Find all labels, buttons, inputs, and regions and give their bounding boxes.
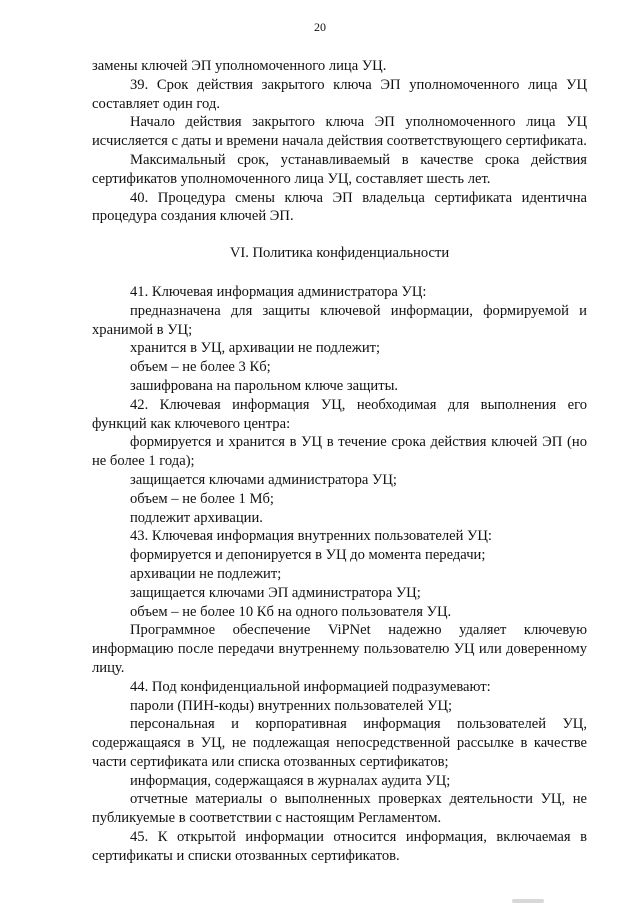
list-item: объем – не более 10 Кб на одного пользователя УЦ.: [130, 603, 452, 620]
paragraph-continuation: замены ключей ЭП уполномоченного лица УЦ.: [92, 58, 387, 74]
scan-artifact: [512, 899, 544, 903]
list-item: зашифрована на парольном ключе защиты.: [130, 377, 399, 394]
paragraph-key-start: Начало действия закрытого ключа ЭП уполномоченного лица УЦ исчисляется с даты и времени начала действия соответствующего сертификата.: [92, 114, 587, 150]
paragraph-40: 40. Процедура смены ключа ЭП владельца сертификата идентична процедура создания ключей ЭП.: [92, 189, 587, 225]
list-item: архивации не подлежит;: [130, 565, 282, 582]
list-item: отчетные материалы о выполненных проверках деятельности УЦ, не публикуемые в соответствии с настоящим Регламентом.: [92, 791, 587, 827]
list-item: объем – не более 1 Мб;: [130, 490, 274, 507]
list-item: формируется и хранится в УЦ в течение срока действия ключей ЭП (но не более 1 года);: [92, 434, 587, 470]
paragraph-44: 44. Под конфиденциальной информацией подразумевают:: [130, 678, 491, 695]
list-item: информация, содержащаяся в журналах аудита УЦ;: [130, 772, 451, 789]
list-item: подлежит архивации.: [130, 509, 263, 526]
paragraph-39: 39. Срок действия закрытого ключа ЭП уполномоченного лица УЦ составляет один год.: [92, 76, 587, 112]
paragraph-41: 41. Ключевая информация администратора УЦ:: [130, 283, 427, 300]
document-body: [92, 57, 587, 866]
paragraph-max-term: Максимальный срок, устанавливаемый в качестве срока действия сертификатов уполномоченного лица УЦ, составляет шесть лет.: [92, 151, 587, 187]
paragraph-vipnet: Программное обеспечение ViPNet надежно удаляет ключевую информацию после передачи внутреннему пользователю УЦ или доверенному лицу.: [92, 622, 587, 676]
list-item: формируется и депонируется в УЦ до момента передачи;: [130, 547, 486, 564]
paragraph-45: 45. К открытой информации относится информация, включаемая в сертификаты и списки отозванных сертификатов.: [92, 829, 587, 864]
list-item: объем – не более 3 Кб;: [130, 359, 271, 376]
list-item: защищается ключами администратора УЦ;: [130, 471, 397, 488]
list-item: предназначена для защиты ключевой информации, формируемой и хранимой в УЦ;: [92, 302, 587, 338]
paragraph-43: 43. Ключевая информация внутренних пользователей УЦ:: [130, 528, 492, 545]
list-item: персональная и корпоративная информация пользователей УЦ, содержащаяся в УЦ, не подлежащая непосредственной рассылке в качестве части сертификата или списка отозванных сертификатов;: [92, 716, 587, 770]
list-item: пароли (ПИН-коды) внутренних пользователей УЦ;: [130, 697, 453, 714]
section-heading: VI. Политика конфиденциальности: [229, 245, 450, 262]
list-item: защищается ключами ЭП администратора УЦ;: [130, 584, 421, 601]
list-item: хранится в УЦ, архивации не подлежит;: [130, 340, 381, 357]
page-number: 20: [314, 20, 326, 34]
paragraph-42: 42. Ключевая информация УЦ, необходимая для выполнения его функций как ключевого центра:: [92, 396, 587, 432]
